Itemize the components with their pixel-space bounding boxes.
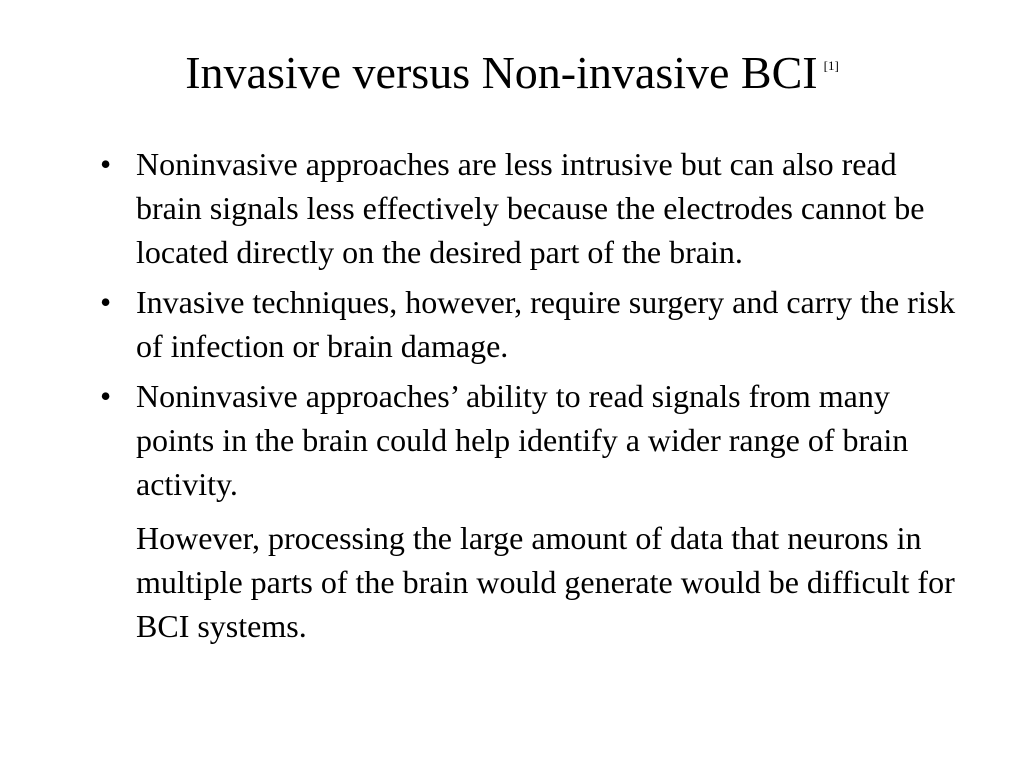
slide-title <box>0 36 1024 103</box>
bullet-list <box>98 142 968 654</box>
title-reference: [1] <box>823 58 839 73</box>
bullet-item: • Noninvasive approaches’ ability to read signals from many points in the brain could help identify a wider range of brain activity. <box>98 374 968 506</box>
slide-title-text: Invasive versus Non-invasive BCI <box>185 47 818 98</box>
continuation-paragraph: However, processing the large amount of data that neurons in multiple parts of the brain would generate would be difficult for BCI systems. <box>136 520 955 644</box>
bullet-item: • Invasive techniques, however, require surgery and carry the risk of infection or brain damage. <box>98 280 968 368</box>
bullet-item: • Noninvasive approaches are less intrusive but can also read brain signals less effectively because the electrodes cannot be located directly on the desired part of the brain. <box>98 142 968 274</box>
